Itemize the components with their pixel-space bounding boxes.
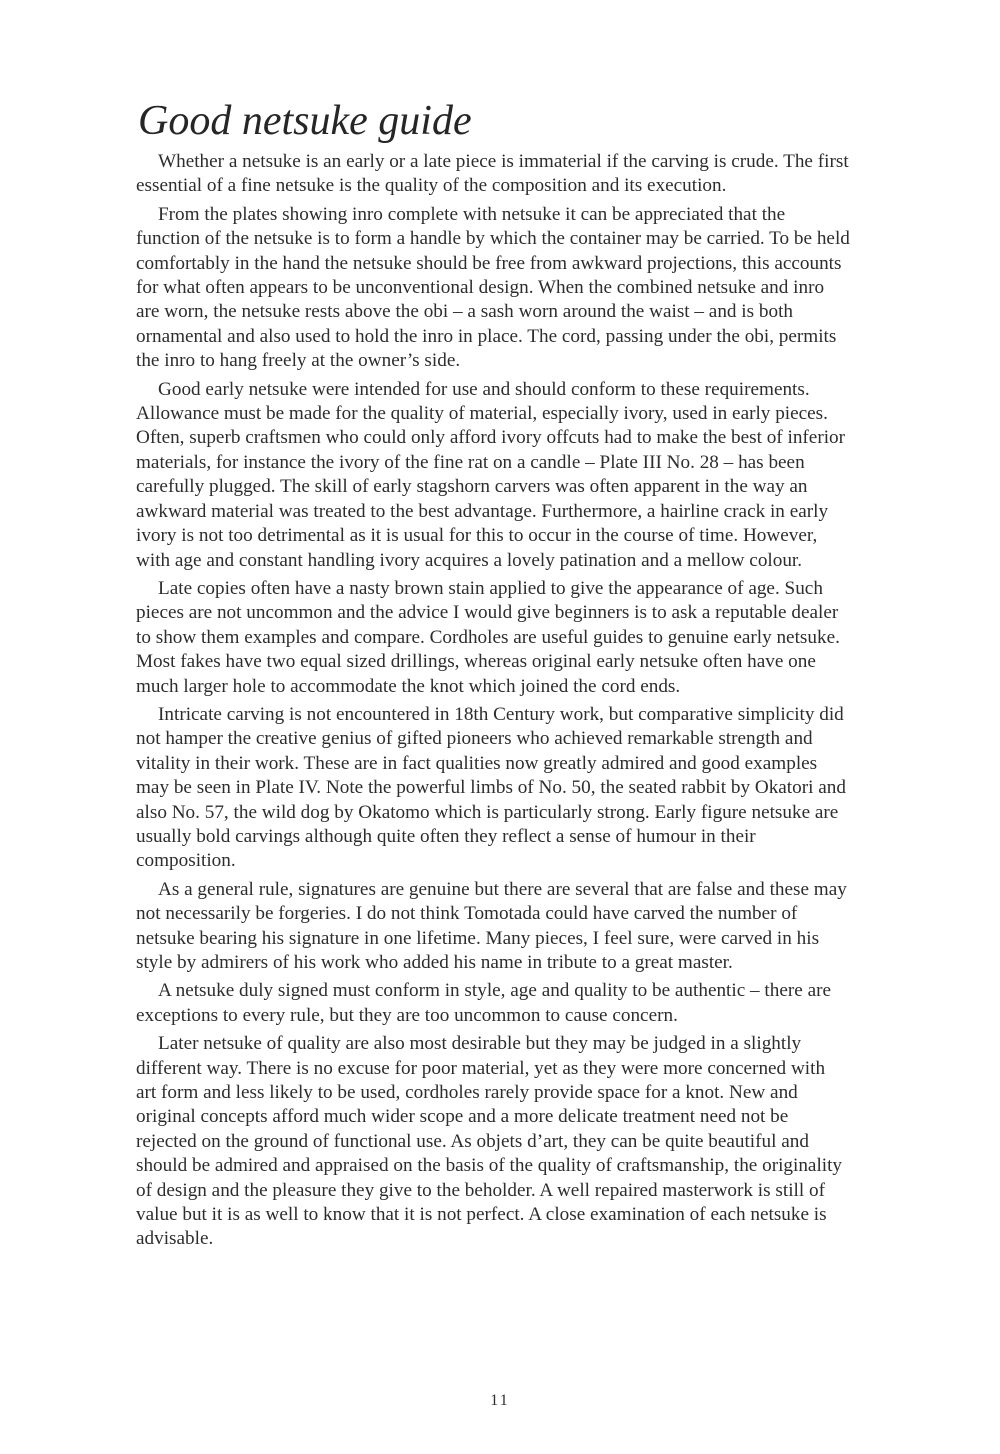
paragraph-4: Late copies often have a nasty brown stain applied to give the appearance of age. Such pieces are not uncommon and the advice I would give beginners is to ask a reputable dealer to show them examples and compare. Cordholes are useful guides to genuine early netsuke. Most fakes have two equal sized drillings, whereas original early netsuke often have one much larger hole to accommodate the knot which joined the cord ends. — [136, 577, 840, 697]
paragraph-3: Good early netsuke were intended for use and should conform to these requirements. Allowance must be made for the quality of material, especially ivory, used in early pieces. Often, superb craftsmen who could only afford ivory offcuts had to make the best of inferior materials, for instance the ivory of the fine rat on a candle – Plate III No. 28 – has been carefully plugged. The skill of early stagshorn carvers was often apparent in the way an awkward material was treated to the best advantage. Furthermore, a hairline crack in early ivory is not too detrimental as it is usual for this to occur in the course of time. However, with age and constant handling ivory acquires a lovely patination and a mellow colour. — [136, 378, 846, 571]
paragraph-8: Later netsuke of quality are also most desirable but they may be judged in a slightly different way. There is no excuse for poor material, yet as they were more concerned with art form and less likely to be used, cordholes rarely provide space for a knot. New and original concepts afford much wider scope and a more delicate treatment need not be rejected on the ground of functional use. As objets d’art, they can be quite beautiful and should be admired and appraised on the basis of the quality of craftsmanship, the originality of design and the pleasure they give to the beholder. A well repaired masterwork is still of value but it is as well to know that it is not perfect. A close examination of each netsuke is advisable. — [136, 1033, 843, 1250]
paragraph-7: A netsuke duly signed must conform in style, age and quality to be authentic – there are exceptions to every rule, but they are too uncommon to cause concern. — [136, 980, 831, 1026]
body-text — [136, 150, 850, 1256]
paragraph-2: From the plates showing inro complete with netsuke it can be appreciated that the function of the netsuke is to form a handle by which the container may be carried. To be held comfortably in the hand the netsuke should be free from awkward projections, this accounts for what often appears to be unconventional design. When the combined netsuke and inro are worn, the netsuke rests above the obi – a sash worn around the waist – and is both ornamental and also used to hold the inro in place. The cord, passing under the obi, permits the inro to hang freely at the owner’s side. — [136, 203, 850, 372]
paragraph-5: Intricate carving is not encountered in 18th Century work, but comparative simplicity did not hamper the creative genius of gifted pioneers who achieved remarkable strength and vitality in their work. These are in fact qualities now greatly admired and good examples may be seen in Plate IV. Note the powerful limbs of No. 50, the seated rabbit by Okatori and also No. 57, the wild dog by Okatomo which is particularly strong. Early figure netsuke are usually bold carvings although quite often they reflect a sense of humour in their composition. — [136, 703, 846, 872]
paragraph-6: As a general rule, signatures are genuine but there are several that are false and these may not necessarily be forgeries. I do not think Tomotada could have carved the number of netsuke bearing his signature in one lifetime. Many pieces, I feel sure, were carved in his style by admirers of his work who added his name in tribute to a great master. — [136, 878, 847, 973]
paragraph-1: Whether a netsuke is an early or a late piece is immaterial if the carving is crude. The first essential of a fine netsuke is the quality of the composition and its execution. — [136, 151, 849, 197]
page-number: 11 — [490, 1392, 510, 1409]
page-title: Good netsuke guide — [138, 98, 472, 144]
